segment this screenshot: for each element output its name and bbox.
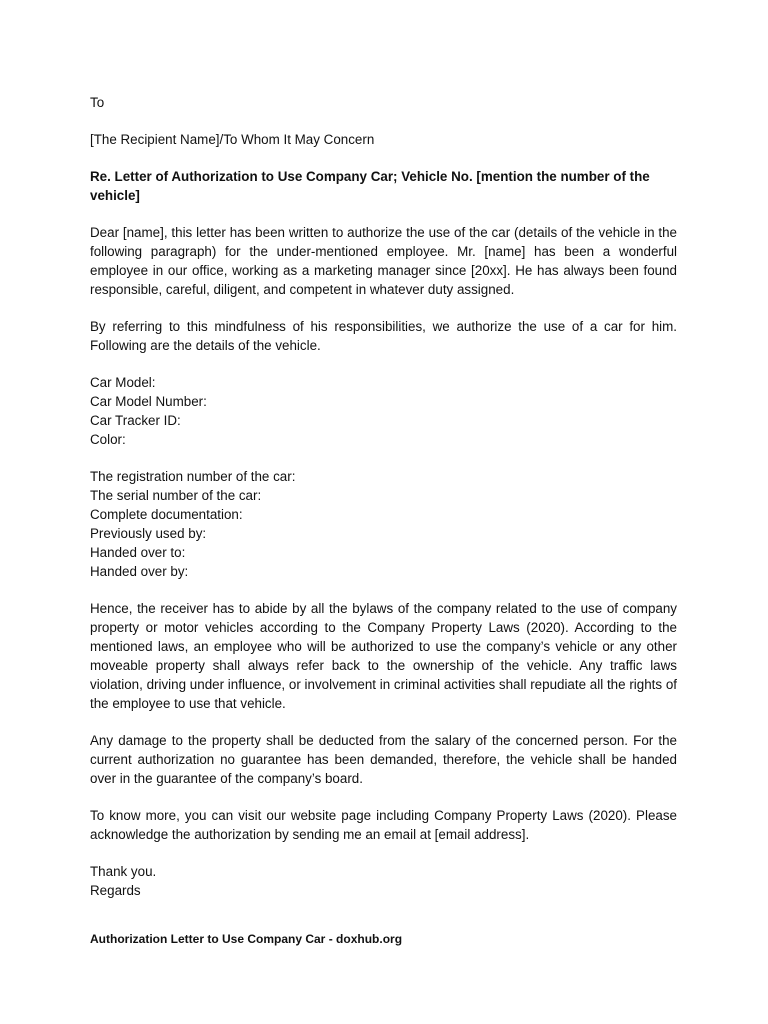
- footer-text: Authorization Letter to Use Company Car -: [90, 932, 333, 946]
- field-previously-used-by: Previously used by:: [90, 526, 207, 541]
- closing-thanks: Thank you.: [90, 864, 157, 879]
- paragraph-damage: Any damage to the property shall be deducted from the salary of the concerned person. For the current authorization no guarantee has been demanded, therefore, the vehicle shall be handed over in the guarantee of the company’s board.: [90, 733, 677, 786]
- paragraph-contact: To know more, you can visit our website page including Company Property Laws (2020). Please acknowledge the authorization by sending me an email at [email address].: [90, 808, 677, 842]
- field-complete-documentation: Complete documentation:: [90, 507, 243, 522]
- paragraph-authorize: By referring to this mindfulness of his responsibilities, we authorize the use of a car for him. Following are the details of the vehicle.: [90, 319, 677, 353]
- footer-site: doxhub.org: [336, 932, 403, 946]
- paragraph-bylaws: Hence, the receiver has to abide by all the bylaws of the company related to the use of company property or motor vehicles according to the Company Property Laws (2020). According to the mentioned laws, an employee who will be authorized to use the company’s vehicle or any other moveable property shall always refer back to the ownership of the vehicle. Any traffic laws violation, driving under influence, or involvement in criminal activities shall repudiate all the rights of the employee to use that vehicle.: [90, 601, 677, 711]
- field-handed-over-to: Handed over to:: [90, 545, 186, 560]
- subject-line: Re. Letter of Authorization to Use Company Car; Vehicle No. [mention the number of the vehicle]: [90, 169, 650, 203]
- recipient-line: [The Recipient Name]/To Whom It May Concern: [90, 132, 375, 147]
- footer-caption: [90, 930, 402, 949]
- field-serial-number: The serial number of the car:: [90, 488, 262, 503]
- registration-details: [90, 467, 677, 581]
- closing-regards: Regards: [90, 883, 141, 898]
- field-car-tracker-id: Car Tracker ID:: [90, 413, 181, 428]
- letter-body: [90, 93, 677, 900]
- vehicle-details: [90, 373, 677, 449]
- to-line: To: [90, 95, 105, 110]
- field-color: Color:: [90, 432, 126, 447]
- field-handed-over-by: Handed over by:: [90, 564, 189, 579]
- field-car-model: Car Model:: [90, 375, 156, 390]
- paragraph-intro: Dear [name], this letter has been written to authorize the use of the car (details of the vehicle in the following paragraph) for the under-mentioned employee. Mr. [name] has been a wonderful employee in our office, working as a marketing manager since [20xx]. He has always been found responsible, careful, diligent, and competent in whatever duty assigned.: [90, 225, 677, 297]
- field-car-model-number: Car Model Number:: [90, 394, 207, 409]
- field-registration-number: The registration number of the car:: [90, 469, 296, 484]
